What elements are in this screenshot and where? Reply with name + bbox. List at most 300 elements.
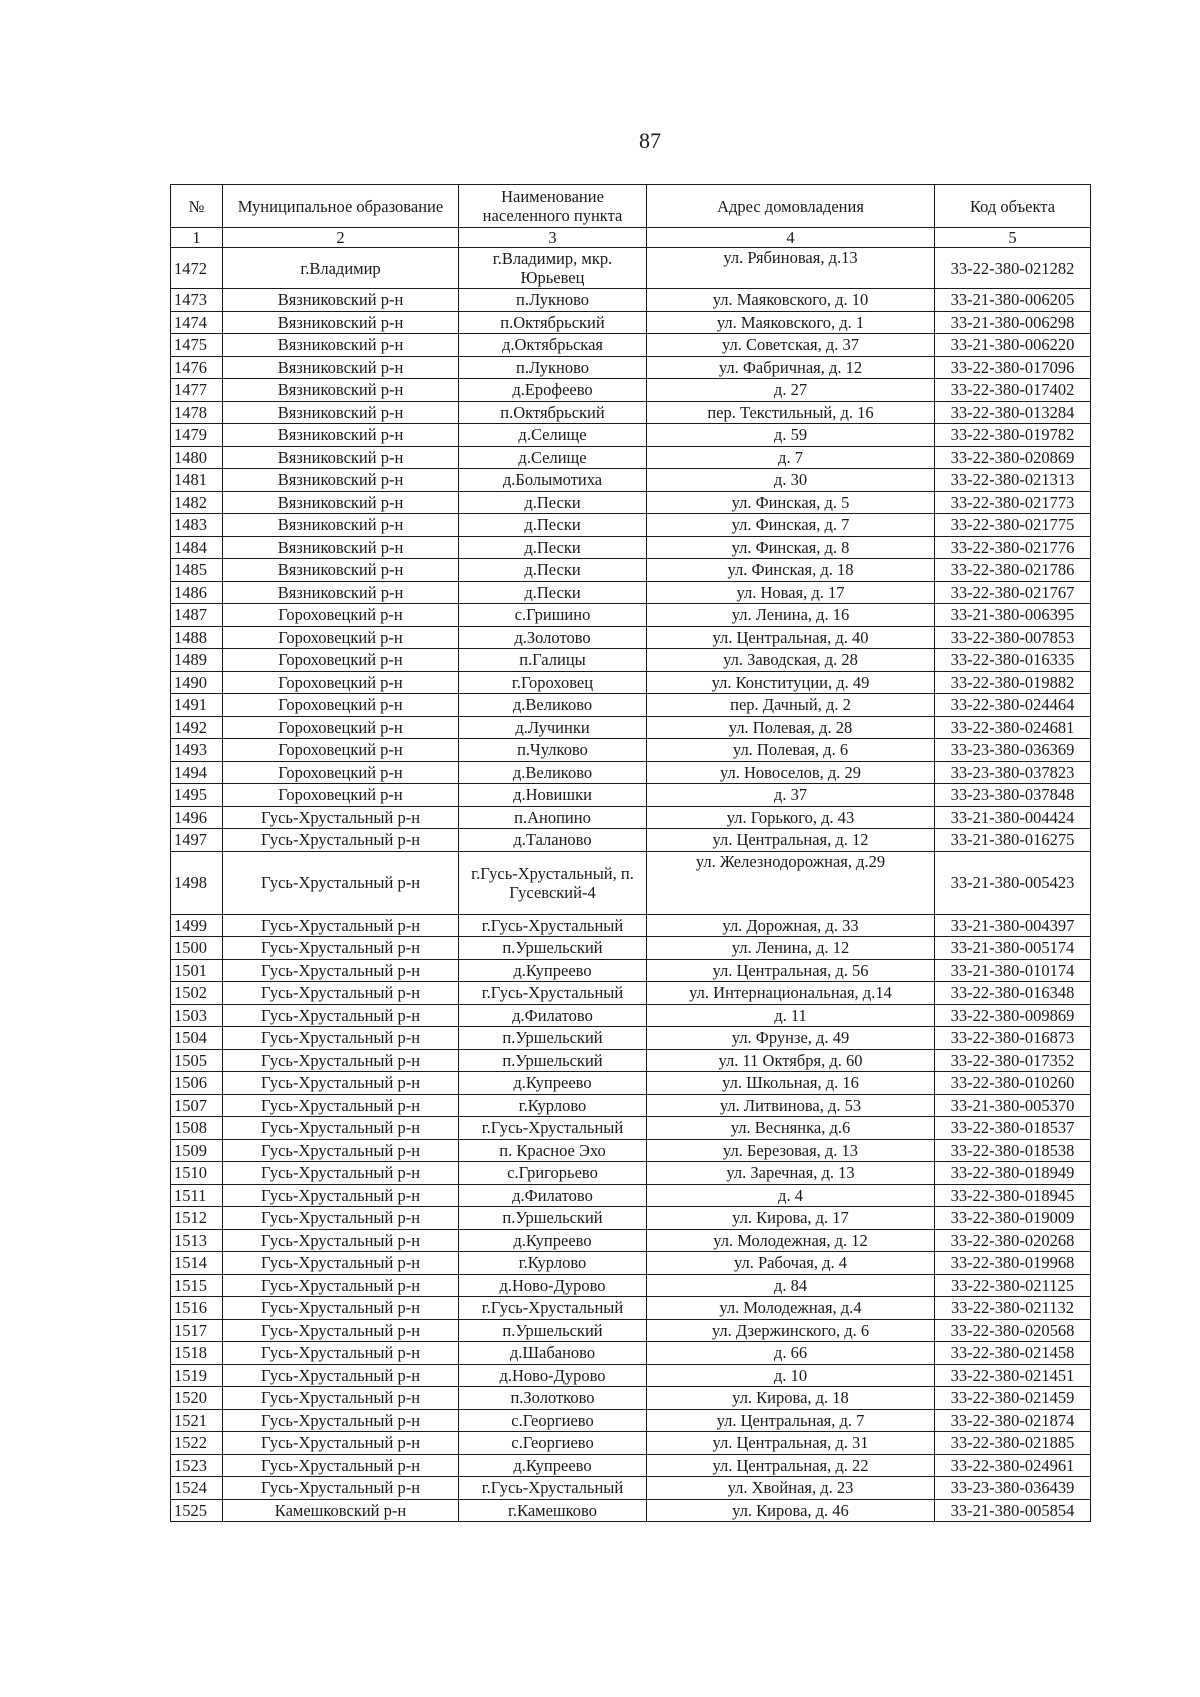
municipality-cell: Гусь-Хрустальный р-н [223,806,459,829]
address-cell: ул. Дзержинского, д. 6 [647,1319,935,1342]
table-row [171,914,1091,937]
municipality-cell: Гусь-Хрустальный р-н [223,1477,459,1500]
table-body [171,248,1091,1522]
address-cell: ул. Литвинова, д. 53 [647,1094,935,1117]
municipality-cell: Гусь-Хрустальный р-н [223,937,459,960]
table-row [171,1139,1091,1162]
municipality-cell: Гусь-Хрустальный р-н [223,982,459,1005]
settlement-cell: г.Курлово [459,1252,647,1275]
header-number: № [171,185,223,228]
object-code-cell: 33-22-380-016348 [935,982,1091,1005]
address-cell: ул. Рябиновая, д.13 [647,248,935,289]
settlement-cell: с.Гришино [459,604,647,627]
row-number: 1519 [171,1364,223,1387]
table-row [171,536,1091,559]
municipality-cell: Гусь-Хрустальный р-н [223,959,459,982]
settlement-cell: д.Филатово [459,1004,647,1027]
address-cell: ул. Горького, д. 43 [647,806,935,829]
settlement-cell: д.Селище [459,424,647,447]
object-code-cell: 33-22-380-019782 [935,424,1091,447]
address-cell: ул. Заводская, д. 28 [647,649,935,672]
address-cell: ул. Школьная, д. 16 [647,1072,935,1095]
municipality-cell: Гусь-Хрустальный р-н [223,1387,459,1410]
settlement-cell: п.Октябрьский [459,311,647,334]
municipality-cell: Гусь-Хрустальный р-н [223,1229,459,1252]
settlement-cell: д.Болымотиха [459,469,647,492]
table-row [171,514,1091,537]
settlement-cell: д.Пески [459,559,647,582]
address-cell: ул. Железнодорожная, д.29 [647,851,935,914]
address-cell: ул. Конституции, д. 49 [647,671,935,694]
address-cell: ул. Заречная, д. 13 [647,1162,935,1185]
municipality-cell: Вязниковский р-н [223,379,459,402]
municipality-cell: Вязниковский р-н [223,401,459,424]
header-row [171,185,1091,228]
table-row [171,334,1091,357]
table-row [171,1072,1091,1095]
settlement-cell: п.Уршельский [459,937,647,960]
row-number: 1492 [171,716,223,739]
table-row [171,959,1091,982]
table-row [171,581,1091,604]
municipality-cell: Гусь-Хрустальный р-н [223,1342,459,1365]
row-number: 1472 [171,248,223,289]
settlement-cell: д.Ерофеево [459,379,647,402]
row-number: 1490 [171,671,223,694]
row-number: 1522 [171,1432,223,1455]
address-cell: пер. Текстильный, д. 16 [647,401,935,424]
municipality-cell: Гусь-Хрустальный р-н [223,1454,459,1477]
row-number: 1514 [171,1252,223,1275]
object-code-cell: 33-21-380-010174 [935,959,1091,982]
row-number: 1525 [171,1499,223,1522]
row-number: 1498 [171,851,223,914]
header-municipality: Муниципальное образование [223,185,459,228]
municipality-cell: Вязниковский р-н [223,334,459,357]
object-code-cell: 33-22-380-009869 [935,1004,1091,1027]
row-number: 1482 [171,491,223,514]
object-code-cell: 33-21-380-016275 [935,829,1091,852]
municipality-cell: Вязниковский р-н [223,311,459,334]
municipality-cell: Вязниковский р-н [223,559,459,582]
settlement-cell: п.Золотково [459,1387,647,1410]
settlement-cell: п.Анопино [459,806,647,829]
municipality-cell: Гусь-Хрустальный р-н [223,1162,459,1185]
object-code-cell: 33-21-380-004397 [935,914,1091,937]
address-cell: д. 66 [647,1342,935,1365]
address-cell: ул. Центральная, д. 22 [647,1454,935,1477]
object-code-cell: 33-22-380-013284 [935,401,1091,424]
settlement-cell: г.Гусь-Хрустальный [459,914,647,937]
address-cell: ул. Новая, д. 17 [647,581,935,604]
object-code-cell: 33-22-380-016873 [935,1027,1091,1050]
table-row [171,1297,1091,1320]
row-number: 1485 [171,559,223,582]
object-code-cell: 33-22-380-021458 [935,1342,1091,1365]
row-number: 1509 [171,1139,223,1162]
object-code-cell: 33-22-380-024681 [935,716,1091,739]
settlement-cell: п.Уршельский [459,1319,647,1342]
municipality-cell: Гороховецкий р-н [223,716,459,739]
municipality-cell: Гусь-Хрустальный р-н [223,1184,459,1207]
row-number: 1488 [171,626,223,649]
address-cell: ул. Центральная, д. 7 [647,1409,935,1432]
object-code-cell: 33-22-380-017352 [935,1049,1091,1072]
object-code-cell: 33-21-380-006395 [935,604,1091,627]
object-code-cell: 33-22-380-017402 [935,379,1091,402]
object-code-cell: 33-22-380-024464 [935,694,1091,717]
object-code-cell: 33-22-380-019968 [935,1252,1091,1275]
object-code-cell: 33-22-380-018945 [935,1184,1091,1207]
settlement-cell: д.Ново-Дурово [459,1364,647,1387]
table-row [171,1004,1091,1027]
municipality-cell: Гусь-Хрустальный р-н [223,914,459,937]
settlement-cell: д.Великово [459,694,647,717]
row-number: 1480 [171,446,223,469]
address-cell: ул. Кирова, д. 46 [647,1499,935,1522]
object-code-cell: 33-22-380-020268 [935,1229,1091,1252]
object-code-cell: 33-22-380-019009 [935,1207,1091,1230]
address-cell: д. 59 [647,424,935,447]
municipality-cell: Гусь-Хрустальный р-н [223,1252,459,1275]
address-cell: ул. Полевая, д. 6 [647,739,935,762]
table-row [171,1027,1091,1050]
table-row [171,604,1091,627]
table-row [171,1477,1091,1500]
address-cell: ул. Советская, д. 37 [647,334,935,357]
table-row [171,937,1091,960]
object-code-cell: 33-21-380-005854 [935,1499,1091,1522]
municipality-cell: Гусь-Хрустальный р-н [223,851,459,914]
table-row [171,469,1091,492]
table-row [171,1184,1091,1207]
municipality-cell: г.Владимир [223,248,459,289]
row-number: 1478 [171,401,223,424]
address-cell: ул. Дорожная, д. 33 [647,914,935,937]
row-number: 1524 [171,1477,223,1500]
row-number: 1521 [171,1409,223,1432]
object-code-cell: 33-21-380-006220 [935,334,1091,357]
address-cell: ул. Березовая, д. 13 [647,1139,935,1162]
settlement-cell: г.Гусь-Хрустальный [459,1297,647,1320]
object-code-cell: 33-23-380-037823 [935,761,1091,784]
municipality-cell: Вязниковский р-н [223,469,459,492]
row-number: 1516 [171,1297,223,1320]
municipality-cell: Гусь-Хрустальный р-н [223,1297,459,1320]
row-number: 1495 [171,784,223,807]
municipality-cell: Гороховецкий р-н [223,671,459,694]
object-code-cell: 33-22-380-021786 [935,559,1091,582]
row-number: 1499 [171,914,223,937]
settlement-cell: г.Гусь-Хрустальный [459,982,647,1005]
table-row [171,446,1091,469]
row-number: 1515 [171,1274,223,1297]
address-cell: ул. Центральная, д. 40 [647,626,935,649]
settlement-cell: д.Селище [459,446,647,469]
object-code-cell: 33-22-380-020869 [935,446,1091,469]
address-cell: ул. Финская, д. 8 [647,536,935,559]
object-code-cell: 33-22-380-017096 [935,356,1091,379]
object-code-cell: 33-22-380-021282 [935,248,1091,289]
object-code-cell: 33-22-380-024961 [935,1454,1091,1477]
settlement-cell: д.Купреево [459,959,647,982]
table-row [171,424,1091,447]
table-row [171,289,1091,312]
address-cell: ул. Центральная, д. 56 [647,959,935,982]
row-number: 1503 [171,1004,223,1027]
object-code-cell: 33-22-380-021773 [935,491,1091,514]
address-cell: ул. Полевая, д. 28 [647,716,935,739]
address-cell: ул. Маяковского, д. 1 [647,311,935,334]
object-code-cell: 33-22-380-018537 [935,1117,1091,1140]
object-code-cell: 33-22-380-021775 [935,514,1091,537]
municipality-cell: Гусь-Хрустальный р-н [223,1364,459,1387]
municipality-cell: Гусь-Хрустальный р-н [223,1139,459,1162]
address-cell: пер. Дачный, д. 2 [647,694,935,717]
column-number: 2 [223,228,459,248]
address-cell: ул. Маяковского, д. 10 [647,289,935,312]
municipality-cell: Гусь-Хрустальный р-н [223,829,459,852]
municipality-cell: Гусь-Хрустальный р-н [223,1319,459,1342]
column-number-row [171,228,1091,248]
municipality-cell: Гороховецкий р-н [223,761,459,784]
table-row [171,716,1091,739]
row-number: 1493 [171,739,223,762]
object-code-cell: 33-22-380-020568 [935,1319,1091,1342]
row-number: 1523 [171,1454,223,1477]
row-number: 1508 [171,1117,223,1140]
municipality-cell: Гусь-Хрустальный р-н [223,1432,459,1455]
table-row [171,1387,1091,1410]
settlement-cell: п.Лукново [459,289,647,312]
object-code-cell: 33-21-380-006298 [935,311,1091,334]
settlement-cell: г.Курлово [459,1094,647,1117]
column-number: 3 [459,228,647,248]
column-number: 4 [647,228,935,248]
table-row [171,491,1091,514]
row-number: 1502 [171,982,223,1005]
address-cell: д. 7 [647,446,935,469]
table-row [171,829,1091,852]
object-code-cell: 33-22-380-021125 [935,1274,1091,1297]
address-cell: д. 4 [647,1184,935,1207]
table-row [171,694,1091,717]
table-row [171,626,1091,649]
municipality-cell: Вязниковский р-н [223,581,459,604]
municipality-cell: Гусь-Хрустальный р-н [223,1094,459,1117]
row-number: 1517 [171,1319,223,1342]
settlement-cell: д.Купреево [459,1454,647,1477]
address-cell: ул. Финская, д. 5 [647,491,935,514]
address-cell: ул. Ленина, д. 12 [647,937,935,960]
row-number: 1510 [171,1162,223,1185]
address-cell: ул. Ленина, д. 16 [647,604,935,627]
settlement-cell: с.Георгиево [459,1432,647,1455]
settlement-cell: д.Пески [459,514,647,537]
municipality-cell: Вязниковский р-н [223,536,459,559]
settlement-cell: с.Григорьево [459,1162,647,1185]
registry-table [170,184,1091,1522]
table-row [171,1117,1091,1140]
address-cell: ул. Молодежная, д. 12 [647,1229,935,1252]
settlement-cell: п.Октябрьский [459,401,647,424]
object-code-cell: 33-22-380-021874 [935,1409,1091,1432]
table-row [171,1162,1091,1185]
header-address: Адрес домовладения [647,185,935,228]
table-row [171,1229,1091,1252]
settlement-cell: д.Купреево [459,1072,647,1095]
municipality-cell: Вязниковский р-н [223,356,459,379]
address-cell: ул. Интернациональная, д.14 [647,982,935,1005]
settlement-cell: п.Галицы [459,649,647,672]
address-cell: ул. Хвойная, д. 23 [647,1477,935,1500]
municipality-cell: Гороховецкий р-н [223,694,459,717]
table-row [171,649,1091,672]
row-number: 1481 [171,469,223,492]
column-number: 1 [171,228,223,248]
address-cell: д. 84 [647,1274,935,1297]
row-number: 1504 [171,1027,223,1050]
object-code-cell: 33-22-380-018949 [935,1162,1091,1185]
object-code-cell: 33-22-380-021313 [935,469,1091,492]
address-cell: д. 11 [647,1004,935,1027]
table-row [171,1454,1091,1477]
settlement-cell: д.Новишки [459,784,647,807]
settlement-cell: п.Уршельский [459,1027,647,1050]
municipality-cell: Вязниковский р-н [223,424,459,447]
table-row [171,248,1091,289]
row-number: 1496 [171,806,223,829]
municipality-cell: Гороховецкий р-н [223,784,459,807]
address-cell: ул. Финская, д. 7 [647,514,935,537]
address-cell: ул. Центральная, д. 31 [647,1432,935,1455]
row-number: 1506 [171,1072,223,1095]
object-code-cell: 33-22-380-019882 [935,671,1091,694]
row-number: 1483 [171,514,223,537]
municipality-cell: Гусь-Хрустальный р-н [223,1072,459,1095]
settlement-cell: д.Шабаново [459,1342,647,1365]
row-number: 1484 [171,536,223,559]
column-number: 5 [935,228,1091,248]
municipality-cell: Вязниковский р-н [223,289,459,312]
object-code-cell: 33-23-380-037848 [935,784,1091,807]
settlement-cell: д.Пески [459,581,647,604]
address-cell: ул. Кирова, д. 18 [647,1387,935,1410]
row-number: 1491 [171,694,223,717]
page-number: 87 [639,128,661,153]
address-cell: ул. Новоселов, д. 29 [647,761,935,784]
table-row [171,1319,1091,1342]
address-cell: ул. Кирова, д. 17 [647,1207,935,1230]
table-row [171,356,1091,379]
table-row [171,784,1091,807]
settlement-cell: п.Уршельский [459,1049,647,1072]
object-code-cell: 33-22-380-021767 [935,581,1091,604]
object-code-cell: 33-21-380-005174 [935,937,1091,960]
settlement-cell: г.Гусь-Хрустальный, п. Гусевский-4 [459,851,647,914]
settlement-cell: д.Филатово [459,1184,647,1207]
settlement-cell: п. Красное Эхо [459,1139,647,1162]
settlement-cell: д.Пески [459,491,647,514]
address-cell: д. 30 [647,469,935,492]
municipality-cell: Гусь-Хрустальный р-н [223,1207,459,1230]
row-number: 1475 [171,334,223,357]
settlement-cell: д.Таланово [459,829,647,852]
address-cell: д. 27 [647,379,935,402]
table-row [171,739,1091,762]
row-number: 1473 [171,289,223,312]
municipality-cell: Гороховецкий р-н [223,626,459,649]
object-code-cell: 33-21-380-006205 [935,289,1091,312]
row-number: 1479 [171,424,223,447]
municipality-cell: Вязниковский р-н [223,491,459,514]
table-row [171,671,1091,694]
address-cell: ул. Центральная, д. 12 [647,829,935,852]
municipality-cell: Гусь-Хрустальный р-н [223,1274,459,1297]
object-code-cell: 33-22-380-021459 [935,1387,1091,1410]
row-number: 1512 [171,1207,223,1230]
row-number: 1476 [171,356,223,379]
settlement-cell: п.Лукново [459,356,647,379]
header-object-code: Код объекта [935,185,1091,228]
municipality-cell: Гусь-Хрустальный р-н [223,1027,459,1050]
address-cell: ул. Финская, д. 18 [647,559,935,582]
object-code-cell: 33-22-380-021885 [935,1432,1091,1455]
settlement-cell: г.Гороховец [459,671,647,694]
table-row [171,1274,1091,1297]
object-code-cell: 33-22-380-010260 [935,1072,1091,1095]
municipality-cell: Вязниковский р-н [223,446,459,469]
settlement-cell: д.Купреево [459,1229,647,1252]
row-number: 1494 [171,761,223,784]
address-cell: ул. Фрунзе, д. 49 [647,1027,935,1050]
table-row [171,1432,1091,1455]
municipality-cell: Гороховецкий р-н [223,739,459,762]
table-row [171,1252,1091,1275]
table-row [171,1094,1091,1117]
table-row [171,1409,1091,1432]
settlement-cell: д.Ново-Дурово [459,1274,647,1297]
address-cell: ул. Фабричная, д. 12 [647,356,935,379]
row-number: 1477 [171,379,223,402]
table-row [171,311,1091,334]
municipality-cell: Гусь-Хрустальный р-н [223,1117,459,1140]
object-code-cell: 33-22-380-007853 [935,626,1091,649]
row-number: 1520 [171,1387,223,1410]
object-code-cell: 33-21-380-005423 [935,851,1091,914]
header-settlement: Наименование населенного пункта [459,185,647,228]
address-cell: д. 37 [647,784,935,807]
table-row [171,379,1091,402]
object-code-cell: 33-21-380-005370 [935,1094,1091,1117]
object-code-cell: 33-23-380-036369 [935,739,1091,762]
address-cell: д. 10 [647,1364,935,1387]
settlement-cell: д.Пески [459,536,647,559]
settlement-cell: п.Уршельский [459,1207,647,1230]
row-number: 1511 [171,1184,223,1207]
municipality-cell: Гусь-Хрустальный р-н [223,1004,459,1027]
settlement-cell: д.Лучинки [459,716,647,739]
object-code-cell: 33-23-380-036439 [935,1477,1091,1500]
row-number: 1497 [171,829,223,852]
row-number: 1489 [171,649,223,672]
object-code-cell: 33-21-380-004424 [935,806,1091,829]
address-cell: ул. 11 Октября, д. 60 [647,1049,935,1072]
settlement-cell: г.Камешково [459,1499,647,1522]
row-number: 1501 [171,959,223,982]
table-row [171,1207,1091,1230]
table-row [171,1049,1091,1072]
